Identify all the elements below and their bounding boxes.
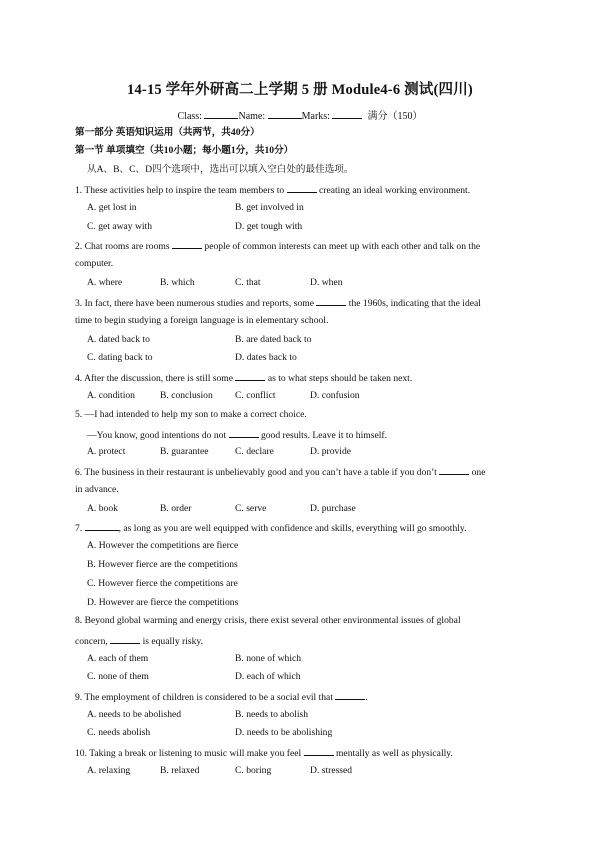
option-c[interactable]: C. declare bbox=[235, 446, 274, 457]
option-d[interactable]: D. stressed bbox=[310, 765, 353, 776]
question-3 bbox=[75, 296, 540, 310]
question-text: 8. Beyond global warming and energy crisis, there exist several other environmental issues of global bbox=[75, 615, 461, 626]
question-5 bbox=[75, 409, 540, 421]
option-a[interactable]: A. get lost in bbox=[87, 202, 137, 213]
option-a[interactable]: A. condition bbox=[87, 390, 135, 401]
option-b[interactable]: B. order bbox=[160, 503, 192, 514]
question-text: 9. The employment of children is considered to be a social evil that bbox=[75, 692, 333, 703]
answer-blank[interactable] bbox=[172, 239, 202, 249]
option-b[interactable]: B. which bbox=[160, 277, 195, 288]
question-7 bbox=[75, 521, 540, 535]
question-10 bbox=[75, 746, 540, 760]
question-5-dialogue bbox=[87, 428, 387, 442]
question-text: creating an ideal working environment. bbox=[319, 185, 471, 196]
question-text: , as long as you are well equipped with confidence and skills, everything will go smoothly. bbox=[118, 523, 467, 534]
question-text: the 1960s, indicating that the ideal bbox=[348, 298, 481, 309]
option-d[interactable]: D. when bbox=[310, 277, 343, 288]
option-b[interactable]: B. conclusion bbox=[160, 390, 213, 401]
option-d[interactable]: D. dates back to bbox=[235, 352, 297, 363]
option-d[interactable]: D. get tough with bbox=[235, 221, 303, 232]
option-b[interactable]: B. However fierce are the competitions bbox=[87, 559, 238, 570]
question-text: 6. The business in their restaurant is unbelievably good and you can’t have a table if you don’t bbox=[75, 467, 437, 478]
question-text: 2. Chat rooms are rooms bbox=[75, 241, 170, 252]
question-text: concern, bbox=[75, 636, 108, 647]
section1-heading: 第一节 单项填空（共10小题；每小题1分，共10分） bbox=[75, 145, 294, 156]
question-2 bbox=[75, 239, 540, 253]
option-c[interactable]: C. needs abolish bbox=[87, 727, 151, 738]
question-8-continuation bbox=[75, 634, 203, 648]
marks-blank[interactable] bbox=[332, 108, 362, 119]
option-c[interactable]: C. get away with bbox=[87, 221, 153, 232]
question-8 bbox=[75, 615, 540, 627]
marks-label: Marks: bbox=[301, 111, 330, 122]
option-a[interactable]: A. book bbox=[87, 503, 118, 514]
name-label: Name: bbox=[238, 111, 266, 122]
option-c[interactable]: C. serve bbox=[235, 503, 267, 514]
question-text: one bbox=[471, 467, 486, 478]
option-b[interactable]: B. needs to abolish bbox=[235, 709, 309, 720]
option-a[interactable]: A. relaxing bbox=[87, 765, 131, 776]
question-text: 4. After the discussion, there is still some bbox=[75, 373, 234, 384]
option-b[interactable]: B. are dated back to bbox=[235, 334, 312, 345]
option-d[interactable]: D. confusion bbox=[310, 390, 360, 401]
answer-blank[interactable] bbox=[304, 746, 334, 756]
answer-blank[interactable] bbox=[110, 634, 140, 644]
question-6 bbox=[75, 465, 540, 479]
option-c[interactable]: C. dating back to bbox=[87, 352, 153, 363]
question-text: 3. In fact, there have been numerous studies and reports, some bbox=[75, 298, 314, 309]
question-text: 10. Taking a break or listening to music will make you feel bbox=[75, 748, 302, 759]
option-b[interactable]: B. relaxed bbox=[160, 765, 200, 776]
option-d[interactable]: D. purchase bbox=[310, 503, 356, 514]
score-label: 满分（150） bbox=[367, 111, 423, 122]
instruction-text: 从A、B、C、D四个选项中，选出可以填入空白处的最佳选项。 bbox=[87, 164, 354, 175]
class-blank[interactable] bbox=[204, 108, 238, 119]
answer-blank[interactable] bbox=[335, 690, 365, 700]
option-d[interactable]: D. However are fierce the competitions bbox=[87, 597, 239, 608]
option-a[interactable]: A. dated back to bbox=[87, 334, 150, 345]
option-c[interactable]: C. boring bbox=[235, 765, 272, 776]
name-blank[interactable] bbox=[268, 108, 302, 119]
option-d[interactable]: D. needs to be abolishing bbox=[235, 727, 333, 738]
option-a[interactable]: A. However the competitions are fierce bbox=[87, 540, 239, 551]
option-c[interactable]: C. none of them bbox=[87, 671, 149, 682]
question-text: people of common interests can meet up with each other and talk on the bbox=[204, 241, 481, 252]
part1-heading: 第一部分 英语知识运用（共两节，共40分） bbox=[75, 127, 260, 138]
question-text: . bbox=[365, 692, 368, 703]
question-text: good results. Leave it to himself. bbox=[260, 430, 387, 441]
question-text: —You know, good intentions do not bbox=[87, 430, 227, 441]
option-b[interactable]: B. get involved in bbox=[235, 202, 304, 213]
question-text: as to what steps should be taken next. bbox=[267, 373, 413, 384]
question-continuation: time to begin studying a foreign language is in elementary school. bbox=[75, 315, 329, 326]
option-a[interactable]: A. needs to be abolished bbox=[87, 709, 182, 720]
option-c[interactable]: C. that bbox=[235, 277, 261, 288]
question-9 bbox=[75, 690, 540, 704]
option-a[interactable]: A. where bbox=[87, 277, 123, 288]
question-continuation: computer. bbox=[75, 258, 114, 269]
option-c[interactable]: C. However fierce the competitions are bbox=[87, 578, 238, 589]
question-continuation: in advance. bbox=[75, 484, 119, 495]
page-title: 14-15 学年外研高二上学期 5 册 Module4-6 测试(四川) bbox=[127, 82, 473, 98]
option-b[interactable]: B. none of which bbox=[235, 653, 302, 664]
option-a[interactable]: A. each of them bbox=[87, 653, 149, 664]
option-a[interactable]: A. protect bbox=[87, 446, 126, 457]
class-label: Class: bbox=[177, 111, 202, 122]
student-info-line bbox=[0, 107, 600, 122]
option-c[interactable]: C. conflict bbox=[235, 390, 276, 401]
option-b[interactable]: B. guarantee bbox=[160, 446, 209, 457]
option-d[interactable]: D. each of which bbox=[235, 671, 301, 682]
question-text: is equally risky. bbox=[142, 636, 203, 647]
answer-blank[interactable] bbox=[85, 521, 119, 531]
answer-blank[interactable] bbox=[229, 428, 259, 438]
question-text: 7. bbox=[75, 523, 83, 534]
answer-blank[interactable] bbox=[316, 296, 346, 306]
question-text: 1. These activities help to inspire the team members to bbox=[75, 185, 285, 196]
option-d[interactable]: D. provide bbox=[310, 446, 352, 457]
question-1 bbox=[75, 183, 540, 197]
answer-blank[interactable] bbox=[235, 371, 265, 381]
answer-blank[interactable] bbox=[439, 465, 469, 475]
question-text: mentally as well as physically. bbox=[335, 748, 453, 759]
answer-blank[interactable] bbox=[287, 183, 317, 193]
question-text: 5. —I had intended to help my son to make a correct choice. bbox=[75, 409, 307, 420]
question-4 bbox=[75, 371, 540, 385]
